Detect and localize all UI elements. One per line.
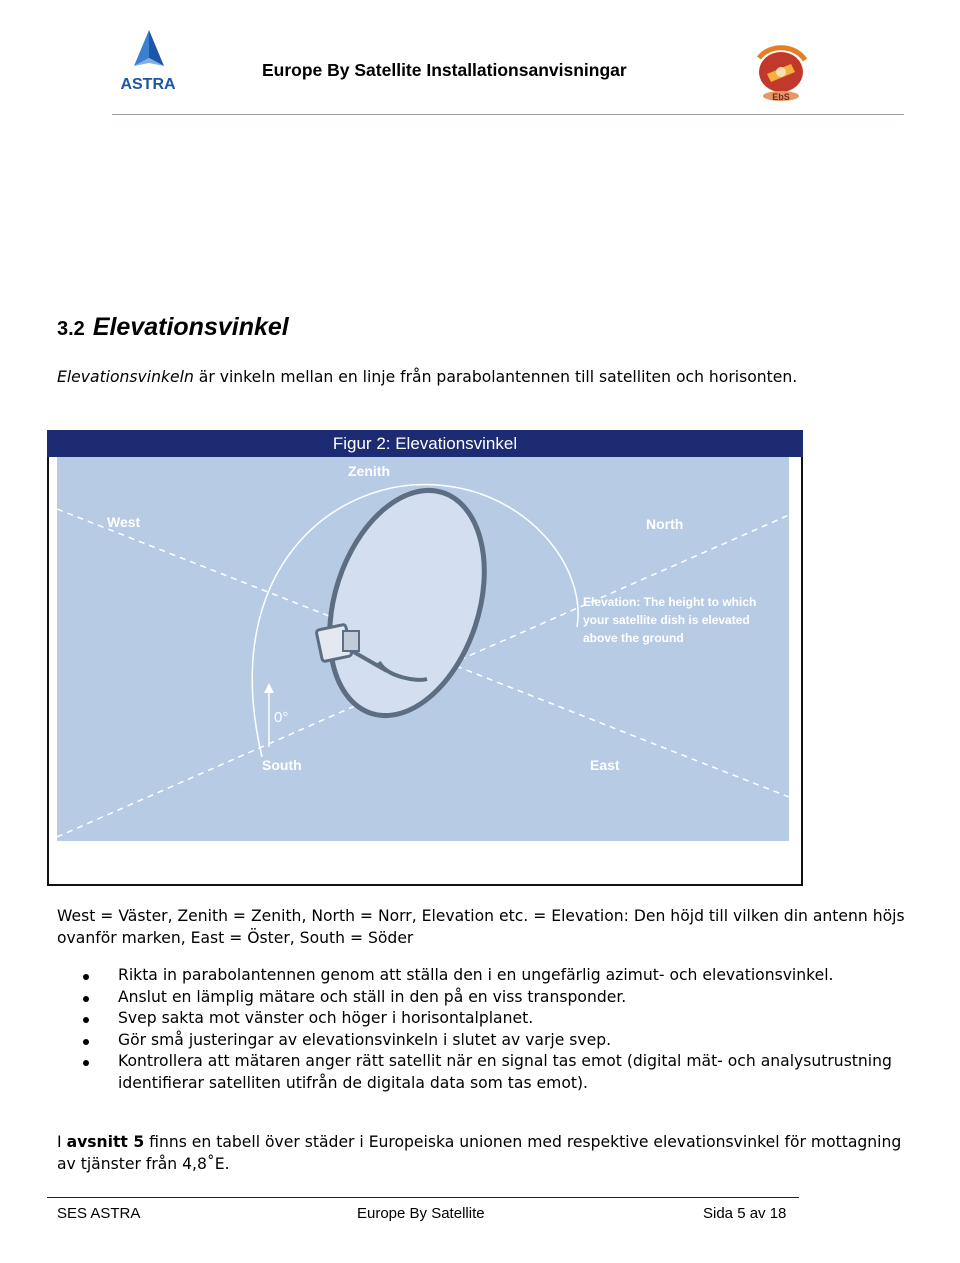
label-elevation-line2: your satellite dish is elevated bbox=[583, 613, 750, 627]
bullet-dot bbox=[83, 974, 89, 980]
list-item-text: Svep sakta mot vänster och höger i horisontalplanet. bbox=[118, 1009, 534, 1027]
header-divider bbox=[112, 114, 904, 115]
intro-term: Elevationsvinkeln bbox=[57, 368, 194, 386]
footer-company: SES ASTRA bbox=[57, 1205, 141, 1222]
list-item bbox=[57, 987, 917, 1009]
bullet-dot bbox=[83, 1039, 89, 1045]
label-east: East bbox=[590, 757, 620, 773]
intro-rest: är vinkeln mellan en linje från parabolantennen till satelliten och horisonten. bbox=[193, 368, 798, 386]
section-heading bbox=[57, 313, 289, 342]
label-south: South bbox=[262, 757, 302, 773]
label-elevation-line1: Elevation: The height to which bbox=[583, 595, 757, 609]
list-item-text: Rikta in parabolantennen genom att ställa den i en ungefärlig azimut- och elevationsvinkel. bbox=[118, 966, 834, 984]
bullet-dot bbox=[83, 1017, 89, 1023]
ebs-logo-text: EbS bbox=[772, 92, 790, 102]
section-reference-link: avsnitt 5 bbox=[66, 1133, 145, 1151]
section-title: Elevationsvinkel bbox=[92, 313, 289, 341]
list-item bbox=[57, 1008, 917, 1030]
list-item bbox=[57, 1030, 917, 1052]
closing-rest: finns en tabell över städer i Europeiska unionen med respektive elevationsvinkel för mottagning av tjänster från 4,8˚E. bbox=[57, 1133, 902, 1173]
list-item-text: Anslut en lämplig mätare och ställ in den på en viss transponder. bbox=[118, 987, 627, 1006]
label-west: West bbox=[107, 514, 141, 530]
footer-divider bbox=[47, 1197, 799, 1198]
astra-logo bbox=[112, 26, 182, 96]
label-zero-degrees: 0° bbox=[274, 709, 289, 726]
closing-paragraph bbox=[57, 1131, 917, 1175]
bullet-dot bbox=[83, 996, 89, 1002]
list-item-text: Kontrollera att mätaren anger rätt satellit när en signal tas emot (digital mät- och analysutrustning identifierar satelliten utifrån de digitala data som tas emot). bbox=[118, 1052, 892, 1092]
list-item bbox=[57, 965, 917, 987]
astra-logo-text: ASTRA bbox=[120, 76, 176, 93]
elevation-diagram bbox=[57, 457, 789, 845]
label-zenith: Zenith bbox=[348, 463, 390, 479]
bullet-dot bbox=[83, 1060, 89, 1066]
footer-title: Europe By Satellite bbox=[357, 1205, 485, 1222]
intro-paragraph bbox=[57, 368, 797, 386]
section-number: 3.2 bbox=[57, 318, 85, 340]
closing-prefix: I bbox=[57, 1133, 67, 1151]
label-north: North bbox=[646, 516, 684, 532]
header-title: Europe By Satellite Installationsanvisningar bbox=[262, 60, 627, 80]
instruction-list bbox=[57, 965, 917, 1094]
ebs-logo bbox=[745, 38, 817, 104]
figure-caption: Figur 2: Elevationsvinkel bbox=[47, 430, 803, 457]
footer-page-number: Sida 5 av 18 bbox=[703, 1205, 787, 1222]
figure-legend-text: West = Väster, Zenith = Zenith, North = Norr, Elevation etc. = Elevation: Den höjd till vilken din antenn höjs ovanför marken, East = Öster, South = Söder bbox=[57, 907, 905, 947]
list-item-text: Gör små justeringar av elevationsvinkeln i slutet av varje svep. bbox=[118, 1030, 612, 1049]
list-item bbox=[57, 1051, 917, 1094]
label-elevation-line3: above the ground bbox=[583, 631, 684, 645]
